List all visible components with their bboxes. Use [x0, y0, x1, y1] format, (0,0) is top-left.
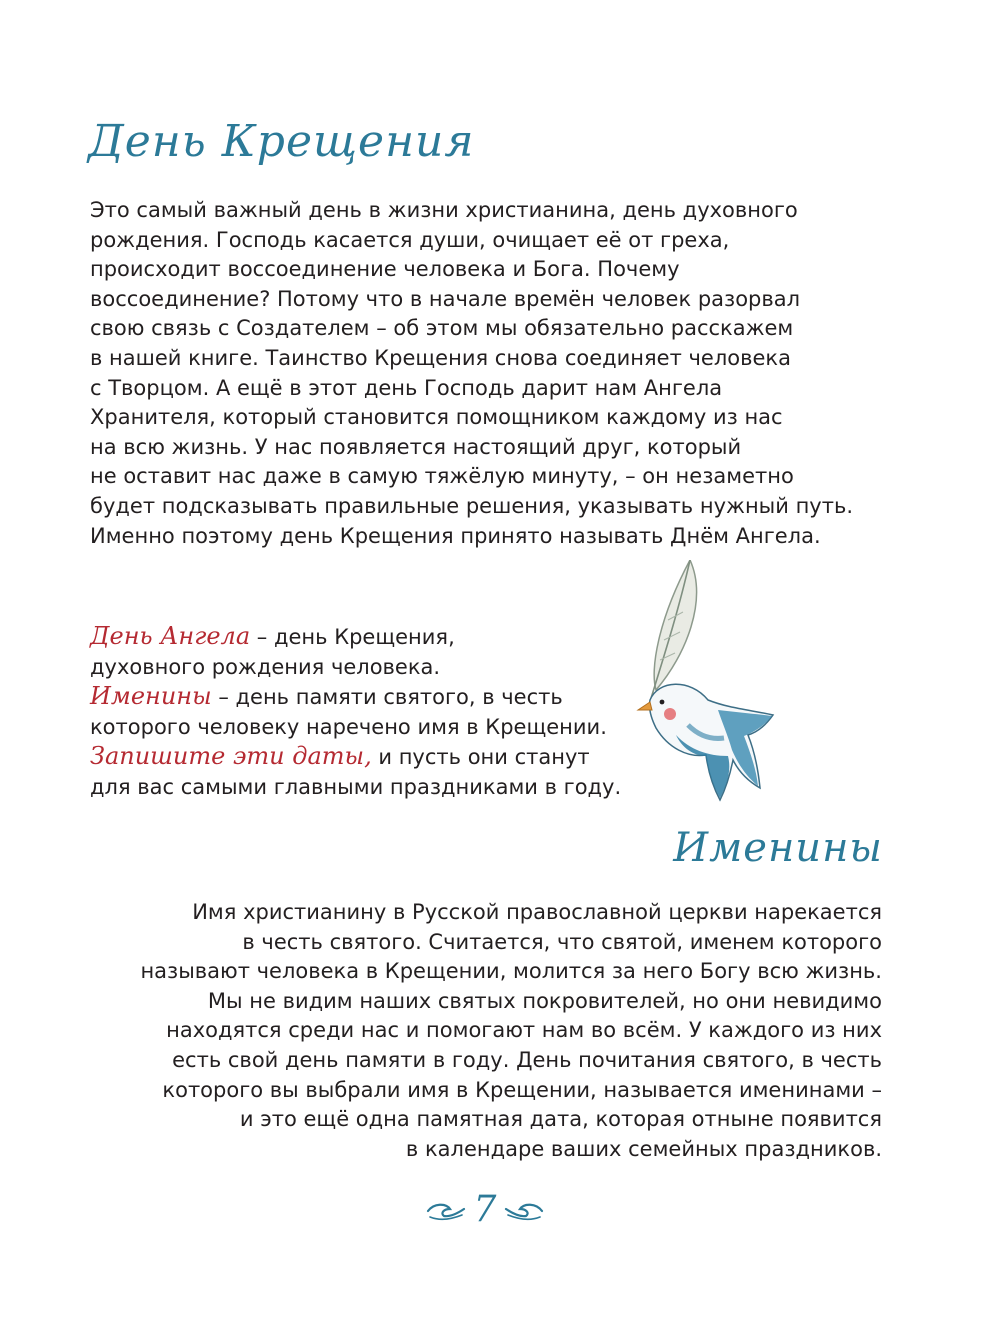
paragraph-line: называют человека в Крещении, молится за него Богу всю жизнь. [140, 959, 882, 984]
paragraph-line: в нашей книге. Таинство Крещения снова соединяет человека [90, 345, 791, 370]
paragraph-line: на всю жизнь. У нас появляется настоящий друг, который [90, 434, 742, 459]
paragraph-line: в честь святого. Считается, что святой, именем которого [242, 929, 882, 954]
definition-text: для вас самыми главными праздниками в году. [90, 774, 622, 799]
paragraph-line: Это самый важный день в жизни христианина, день духовного [90, 198, 798, 222]
definition-nameday [90, 682, 621, 713]
section-title-nameday: Именины [673, 825, 883, 871]
paragraph-line: происходит воссоединение человека и Бога. Почему [90, 257, 680, 282]
definition-write-dates [90, 742, 621, 773]
paragraph-line: есть свой день памяти в году. День почитания святого, в честь [172, 1047, 882, 1072]
paragraph-line: Мы не видим наших святых покровителей, но они невидимо [207, 988, 882, 1013]
paragraph-line: не оставит нас даже в самую тяжёлую минуту, – он незаметно [90, 464, 794, 489]
definition-angel-day [90, 622, 621, 653]
swirl-ornament-icon [506, 1205, 542, 1219]
baptism-paragraph [90, 196, 853, 551]
page-number-ornament [420, 1183, 550, 1233]
definitions-block [90, 622, 621, 803]
term-write-dates: Запишите эти даты, [90, 742, 372, 771]
page-number: 7 [473, 1189, 497, 1230]
bird-with-feather-icon [628, 560, 778, 805]
term-nameday: Именины [90, 682, 212, 711]
definition-text: – день Крещения, [250, 625, 455, 649]
paragraph-line: воссоединение? Потому что в начале времён человек разорвал [90, 286, 801, 311]
paragraph-line: и это ещё одна памятная дата, которая отныне появится [239, 1107, 882, 1132]
paragraph-line: рождения. Господь касается души, очищает её от греха, [90, 227, 730, 252]
paragraph-line: свою связь с Создателем – об этом мы обязательно расскажем [90, 316, 794, 341]
paragraph-line: Имя христианину в Русской православной церкви нарекается [192, 900, 882, 924]
paragraph-line: будет подсказывать правильные решения, указывать нужный путь. [90, 493, 854, 518]
definition-text: – день памяти святого, в честь [211, 685, 563, 710]
swirl-ornament-icon [428, 1205, 464, 1219]
definition-text: которого человеку наречено имя в Крещении. [90, 714, 607, 739]
paragraph-line: с Творцом. А ещё в этот день Господь дарит нам Ангела [90, 375, 723, 400]
section-title-baptism-day: День Крещения [88, 116, 475, 167]
definition-text: духовного рождения человека. [90, 654, 441, 679]
term-angel-day: День Ангела [90, 622, 251, 650]
paragraph-line: Именно поэтому день Крещения принято называть Днём Ангела. [90, 523, 821, 548]
nameday-paragraph [140, 898, 882, 1164]
paragraph-line: в календаре ваших семейных праздников. [405, 1136, 882, 1161]
definition-text: и пусть они станут [371, 745, 590, 770]
paragraph-line: Хранителя, который становится помощником каждому из нас [90, 405, 783, 430]
paragraph-line: находятся среди нас и помогают нам во всём. У каждого из них [166, 1018, 882, 1043]
paragraph-line: которого вы выбрали имя в Крещении, называется именинами – [162, 1077, 882, 1102]
